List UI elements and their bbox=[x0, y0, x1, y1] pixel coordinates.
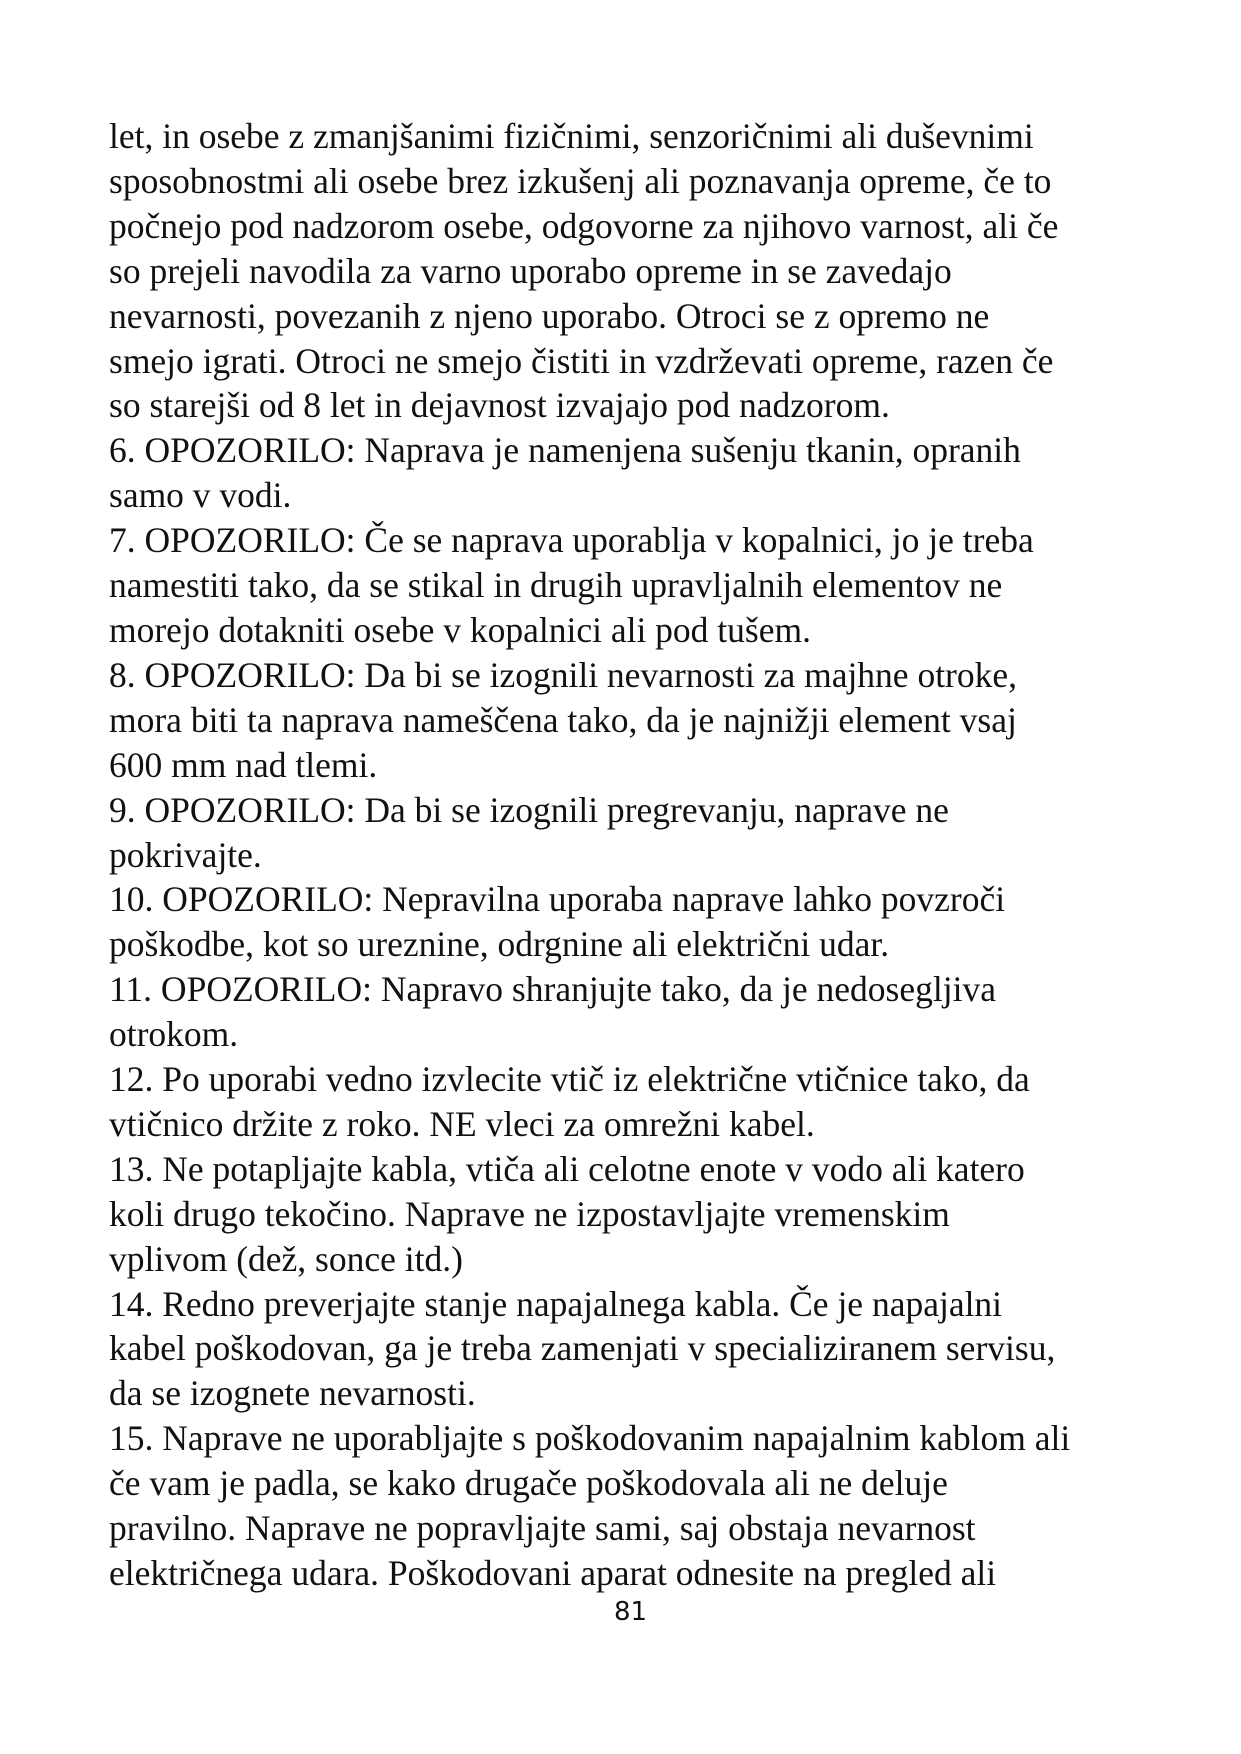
text-line: električnega udara. Poškodovani aparat odnesite na pregled ali bbox=[109, 1553, 997, 1593]
text-line: pravilno. Naprave ne popravljajte sami, saj obstaja nevarnost bbox=[109, 1508, 976, 1549]
text-line: namestiti tako, da se stikal in drugih upravljalnih elementov ne bbox=[109, 565, 1003, 606]
text-line: 13. Ne potapljajte kabla, vtiča ali celotne enote v vodo ali katero bbox=[109, 1148, 1025, 1189]
text-line: vplivom (dež, sonce itd.) bbox=[109, 1238, 463, 1279]
text-line: da se izognete nevarnosti. bbox=[109, 1373, 476, 1414]
text-line: 7. OPOZORILO: Če se naprava uporablja v kopalnici, jo je treba bbox=[109, 520, 1034, 561]
text-line: morejo dotakniti osebe v kopalnici ali pod tušem. bbox=[109, 609, 811, 650]
text-line: 8. OPOZORILO: Da bi se izognili nevarnosti za majhne otroke, bbox=[109, 654, 1018, 695]
text-line: 9. OPOZORILO: Da bi se izognili pregrevanju, naprave ne bbox=[109, 789, 949, 830]
text-line: počnejo pod nadzorom osebe, odgovorne za njihovo varnost, ali če bbox=[109, 205, 1059, 246]
text-line: smejo igrati. Otroci ne smejo čistiti in vzdrževati opreme, razen če bbox=[109, 340, 1054, 381]
page-number: 81 bbox=[613, 1597, 648, 1627]
text-line: vtičnico držite z roko. NE vleci za omrežni kabel. bbox=[109, 1103, 815, 1144]
text-line: če vam je padla, se kako drugače poškodovala ali ne deluje bbox=[109, 1463, 948, 1504]
text-line: 600 mm nad tlemi. bbox=[109, 744, 378, 785]
text-line: 10. OPOZORILO: Nepravilna uporaba naprave lahko povzroči bbox=[109, 879, 1006, 920]
body-text bbox=[109, 114, 1169, 1596]
text-line: 11. OPOZORILO: Napravo shranjujte tako, da je nedosegljiva bbox=[109, 969, 996, 1010]
text-line: let, in osebe z zmanjšanimi fizičnimi, senzoričnimi ali duševnimi bbox=[109, 116, 1034, 156]
text-line: mora biti ta naprava nameščena tako, da je najnižji element vsaj bbox=[109, 699, 1017, 740]
text-line: sposobnostmi ali osebe brez izkušenj ali poznavanja opreme, če to bbox=[109, 160, 1052, 201]
text-line: so prejeli navodila za varno uporabo opreme in se zavedajo bbox=[109, 250, 952, 291]
text-line: 12. Po uporabi vedno izvlecite vtič iz električne vtičnice tako, da bbox=[109, 1059, 1030, 1100]
text-line: kabel poškodovan, ga je treba zamenjati v specializiranem servisu, bbox=[109, 1328, 1056, 1369]
text-line: 14. Redno preverjajte stanje napajalnega kabla. Če je napajalni bbox=[109, 1283, 1003, 1324]
text-line: so starejši od 8 let in dejavnost izvajajo pod nadzorom. bbox=[109, 385, 890, 426]
text-line: samo v vodi. bbox=[109, 475, 292, 516]
text-line: 6. OPOZORILO: Naprava je namenjena sušenju tkanin, opranih bbox=[109, 430, 1021, 471]
text-line: pokrivajte. bbox=[109, 834, 262, 875]
text-line: 15. Naprave ne uporabljajte s poškodovanim napajalnim kablom ali bbox=[109, 1418, 1071, 1459]
text-line: nevarnosti, povezanih z njeno uporabo. Otroci se z opremo ne bbox=[109, 295, 990, 336]
text-line: otrokom. bbox=[109, 1014, 239, 1055]
text-line: koli drugo tekočino. Naprave ne izpostavljajte vremenskim bbox=[109, 1193, 950, 1234]
text-line: poškodbe, kot so ureznine, odrgnine ali električni udar. bbox=[109, 924, 890, 965]
